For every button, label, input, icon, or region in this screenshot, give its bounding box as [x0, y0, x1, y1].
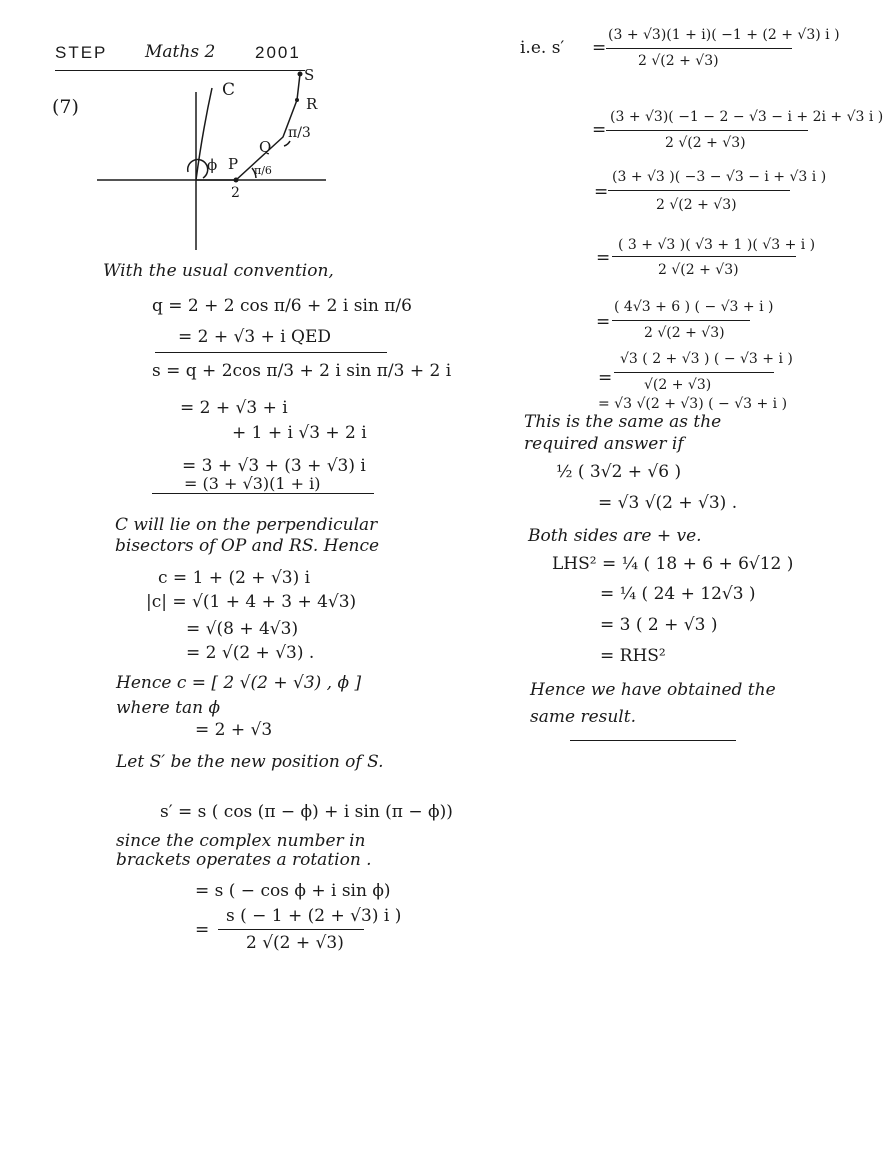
left-line: where tan ϕ — [116, 698, 221, 718]
left-line: = 2 + √3 + i — [180, 398, 288, 418]
paper-name: Maths 2 — [145, 42, 216, 62]
fraction-numerator: (3 + √3)( −1 − 2 − √3 − i + 2i + √3 i ) — [610, 109, 883, 125]
label-two: 2 — [231, 185, 240, 201]
right-line: = ¼ ( 24 + 12√3 ) — [600, 584, 756, 604]
fraction-numerator: s ( − 1 + (2 + √3) i ) — [226, 906, 402, 926]
label-c: C — [222, 80, 236, 100]
right-line: = √3 √(2 + √3) . — [598, 493, 738, 513]
right-line: Both sides are + ve. — [528, 526, 702, 546]
fraction-bar — [606, 130, 808, 131]
left-line: = √(8 + 4√3) — [186, 619, 299, 639]
fraction-denominator: 2 √(2 + √3) — [665, 135, 746, 151]
fraction-numerator: (3 + √3 )( −3 − √3 − i + √3 i ) — [612, 169, 827, 185]
question-number: (7) — [52, 96, 79, 118]
right-line: = RHS² — [600, 646, 666, 666]
label-pi6: π/6 — [254, 164, 272, 177]
left-line: With the usual convention, — [103, 261, 334, 281]
fraction-numerator: ( 4√3 + 6 ) ( − √3 + i ) — [614, 299, 774, 315]
exam-name: STEP — [55, 43, 108, 62]
right-line: same result. — [530, 707, 636, 727]
left-line: bisectors of OP and RS. Hence — [115, 536, 380, 556]
equals-sign: = — [598, 368, 613, 388]
fraction-denominator: 2 √(2 + √3) — [656, 197, 737, 213]
angle-pi3-arc — [284, 141, 290, 146]
left-line: s = q + 2cos π/3 + 2 i sin π/3 + 2 i — [152, 361, 452, 381]
fraction-numerator: (3 + √3)(1 + i)( −1 + (2 + √3) i ) — [608, 27, 840, 43]
equals-sign: = — [592, 120, 607, 140]
equals-sign: = — [592, 38, 607, 58]
label-s: S — [304, 66, 315, 84]
left-line: = 2 √(2 + √3) . — [186, 643, 315, 663]
fraction-denominator: 2 √(2 + √3) — [644, 325, 725, 341]
label-q: Q — [259, 138, 272, 156]
equals-sign: = — [195, 920, 210, 940]
left-line: = (3 + √3)(1 + i) — [184, 474, 321, 493]
left-line: = 2 + √3 — [195, 720, 273, 740]
equals-sign: = — [596, 312, 611, 332]
fraction-bar — [606, 48, 792, 49]
left-line: = 3 + √3 + (3 + √3) i — [182, 456, 366, 476]
fraction-bar — [608, 190, 790, 191]
fraction-bar — [218, 929, 364, 930]
left-line: = s ( − cos ϕ + i sin ϕ) — [195, 881, 391, 901]
left-line: c = 1 + (2 + √3) i — [158, 568, 311, 588]
right-line: Hence we have obtained the — [530, 680, 776, 700]
right-line: = 3 ( 2 + √3 ) — [600, 615, 718, 635]
left-line: C will lie on the perpendicular — [115, 515, 378, 535]
left-line: s′ = s ( cos (π − ϕ) + i sin (π − ϕ)) — [160, 802, 453, 822]
label-pi3: π/3 — [288, 125, 311, 141]
equals-sign: = — [594, 182, 609, 202]
fraction-denominator: 2 √(2 + √3) — [246, 933, 344, 953]
left-line: since the complex number in — [116, 831, 366, 851]
left-line: Hence c = [ 2 √(2 + √3) , ϕ ] — [116, 673, 362, 693]
left-rule — [152, 493, 374, 494]
left-line: brackets operates a rotation . — [116, 850, 372, 870]
label-phi: ϕ — [207, 156, 218, 174]
fraction-denominator: 2 √(2 + √3) — [638, 53, 719, 69]
label-p: P — [228, 155, 239, 173]
fraction-numerator: √3 ( 2 + √3 ) ( − √3 + i ) — [620, 351, 793, 367]
fraction-denominator: 2 √(2 + √3) — [658, 262, 739, 278]
equals-sign: = — [596, 248, 611, 268]
right-line: required answer if — [524, 434, 684, 454]
fraction-bar — [614, 372, 774, 373]
fraction-numerator: ( 3 + √3 )( √3 + 1 )( √3 + i ) — [618, 237, 816, 253]
right-line: = √3 √(2 + √3) ( − √3 + i ) — [598, 396, 788, 412]
right-line: ½ ( 3√2 + √6 ) — [556, 462, 682, 482]
left-line: q = 2 + 2 cos π/6 + 2 i sin π/6 — [152, 296, 412, 316]
right-line: LHS² = ¼ ( 18 + 6 + 6√12 ) — [552, 554, 794, 574]
fraction-bar — [612, 256, 796, 257]
left-line: |c| = √(1 + 4 + 3 + 4√3) — [146, 592, 357, 612]
left-line: = 2 + √3 + i QED — [178, 327, 332, 347]
fraction-bar — [612, 320, 750, 321]
right-line: i.e. s′ — [520, 38, 565, 58]
fraction-denominator: √(2 + √3) — [644, 377, 712, 393]
right-rule — [570, 740, 736, 741]
exam-year: 2001 — [255, 43, 301, 62]
left-line: + 1 + i √3 + 2 i — [232, 423, 367, 443]
left-line: Let S′ be the new position of S. — [116, 752, 384, 772]
left-rule — [155, 352, 387, 353]
right-line: This is the same as the — [524, 412, 722, 432]
label-r: R — [306, 95, 318, 113]
